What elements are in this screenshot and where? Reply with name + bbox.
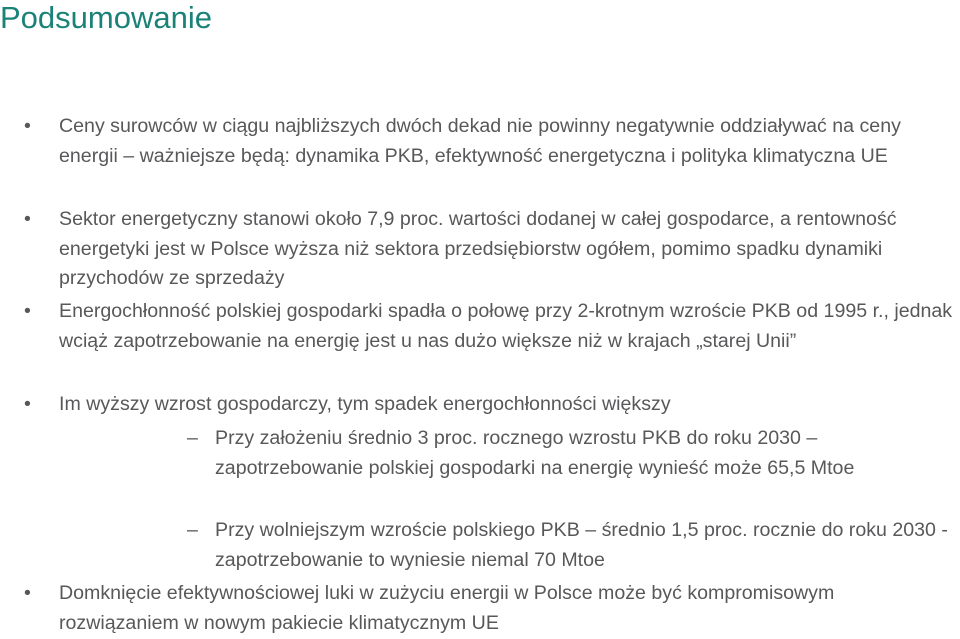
bullet-text: Ceny surowców w ciągu najbliższych dwóch dekad nie powinny negatywnie oddziaływać na ceny energii – ważniejsze będą: dynamika PKB, efektywność energetyczna i polityka klimatyczna UE	[59, 115, 901, 167]
bullet-text: Im wyższy wzrost gospodarczy, tym spadek energochłonności większy	[59, 393, 671, 415]
bullet-text: Energochłonność polskiej gospodarki spadła o połowę przy 2-krotnym wzroście PKB od 1995 r., jednak wciąż zapotrzebowanie na energię jest u nas dużo większe niż w krajach „starej Unii”	[59, 300, 953, 352]
bullet-item	[24, 579, 959, 638]
bullet-item	[24, 297, 959, 356]
sub-bullet-item	[187, 424, 955, 483]
dash-marker: –	[187, 427, 198, 449]
sub-bullet-text: Przy wolniejszym wzroście polskiego PKB – średnio 1,5 proc. rocznie do roku 2030 - zapotrzebowanie to wyniesie niemal 70 Mtoe	[215, 519, 948, 571]
bullet-marker: •	[24, 115, 31, 137]
bullet-item	[24, 112, 959, 171]
bullet-marker: •	[24, 300, 31, 322]
bullet-item	[24, 205, 959, 294]
bullet-marker: •	[24, 393, 31, 415]
bullet-marker: •	[24, 582, 31, 604]
dash-marker: –	[187, 519, 198, 541]
bullet-marker: •	[24, 208, 31, 230]
bullet-item	[24, 390, 959, 420]
sub-bullet-text: Przy założeniu średnio 3 proc. rocznego wzrostu PKB do roku 2030 – zapotrzebowanie polskiej gospodarki na energię wynieść może 65,5 Mtoe	[215, 427, 855, 479]
bullet-text: Domknięcie efektywnościowej luki w zużyciu energii w Polsce może być kompromisowym rozwiązaniem w nowym pakiecie klimatycznym UE	[59, 582, 835, 634]
sub-bullet-item	[187, 516, 955, 575]
bullet-text: Sektor energetyczny stanowi około 7,9 proc. wartości dodanej w całej gospodarce, a rentowność energetyki jest w Polsce wyższa niż sektora przedsiębiorstw ogółem, pomimo spadku dynamiki przychodów ze sprzedaży	[59, 208, 897, 289]
slide-title: Podsumowanie	[0, 0, 212, 35]
